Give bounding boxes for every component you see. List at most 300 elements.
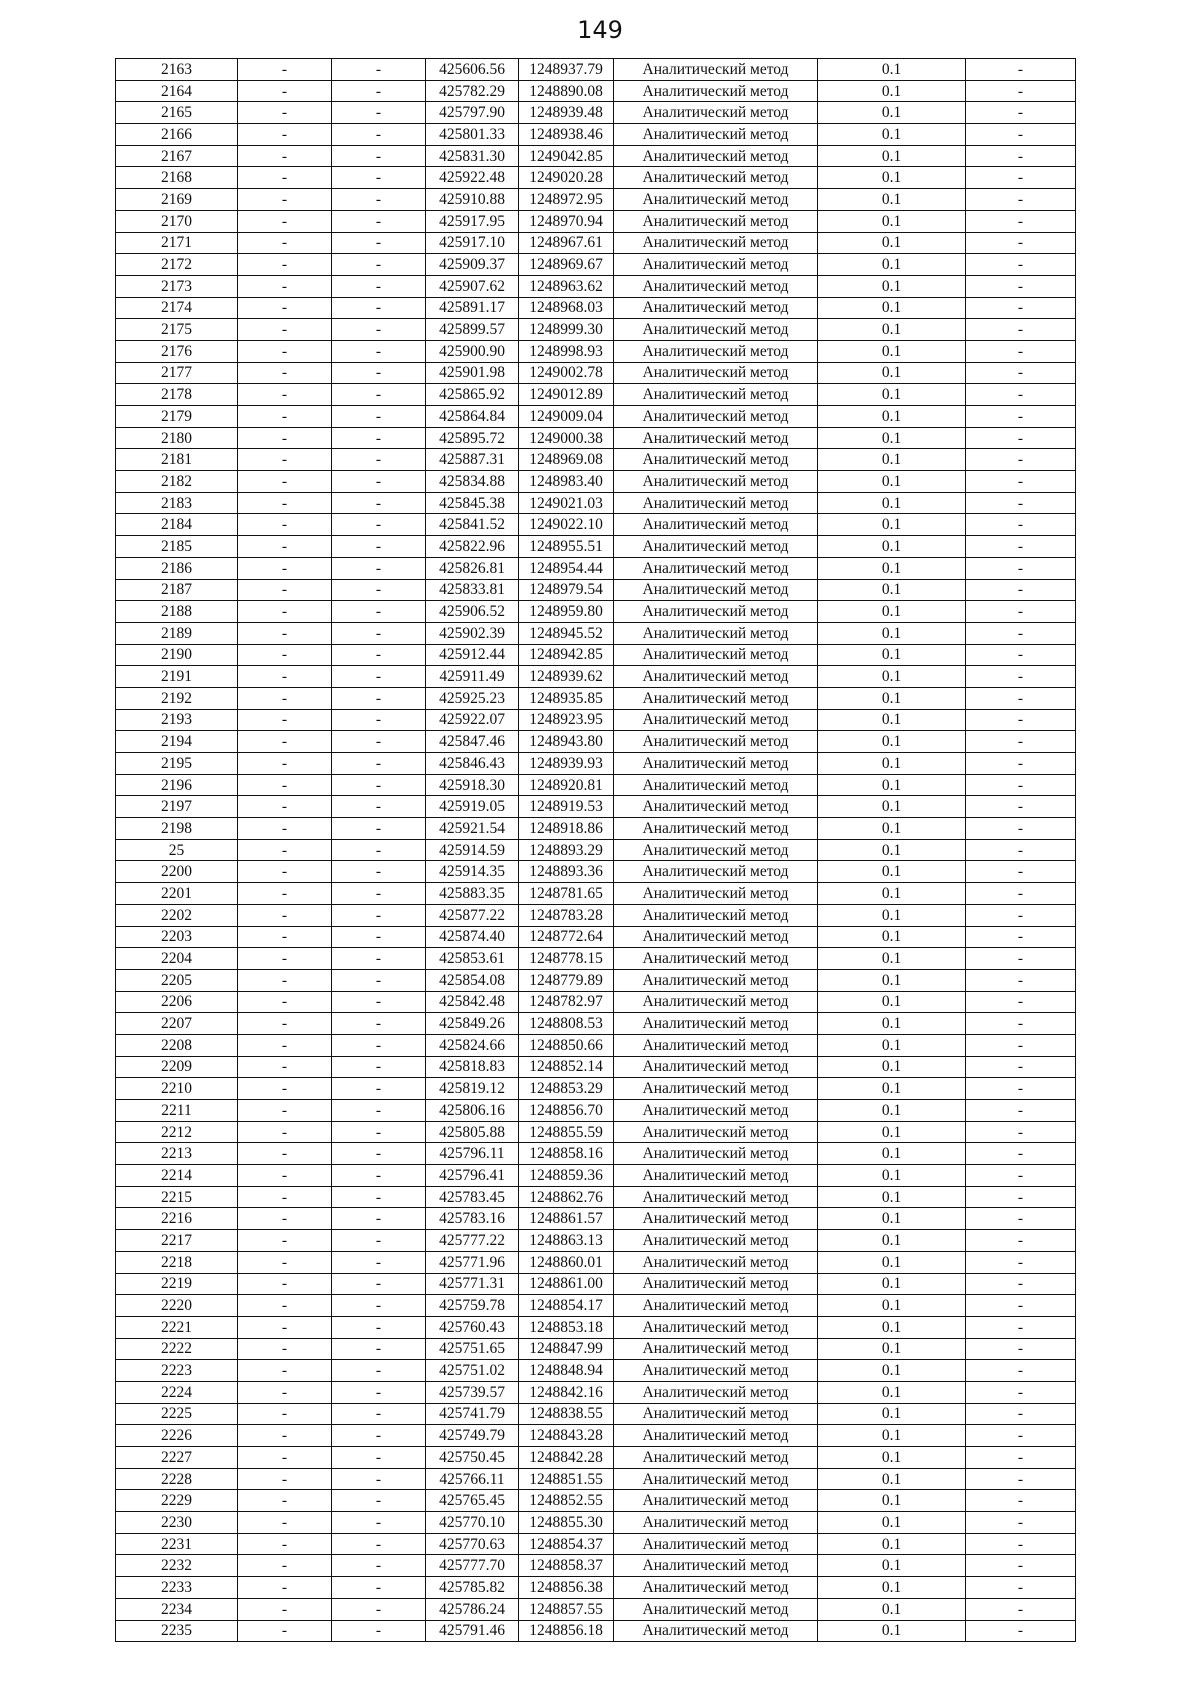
precision-cell: 0.1 xyxy=(818,492,966,514)
dash-cell: - xyxy=(966,991,1076,1013)
x-coordinate-cell: 425914.35 xyxy=(426,861,519,883)
dash-cell: - xyxy=(332,904,426,926)
x-coordinate-cell: 425902.39 xyxy=(426,622,519,644)
method-cell: Аналитический метод xyxy=(614,1360,818,1382)
y-coordinate-cell: 1248779.89 xyxy=(519,969,614,991)
method-cell: Аналитический метод xyxy=(614,1447,818,1469)
table-row xyxy=(116,579,1076,601)
precision-cell: 0.1 xyxy=(818,1230,966,1252)
dash-cell: - xyxy=(966,80,1076,102)
dash-cell: - xyxy=(966,536,1076,558)
y-coordinate-cell: 1248855.30 xyxy=(519,1512,614,1534)
precision-cell: 0.1 xyxy=(818,687,966,709)
method-cell: Аналитический метод xyxy=(614,471,818,493)
x-coordinate-cell: 425912.44 xyxy=(426,644,519,666)
x-coordinate-cell: 425739.57 xyxy=(426,1381,519,1403)
x-coordinate-cell: 425899.57 xyxy=(426,319,519,341)
y-coordinate-cell: 1249022.10 xyxy=(519,514,614,536)
y-coordinate-cell: 1248852.14 xyxy=(519,1056,614,1078)
method-cell: Аналитический метод xyxy=(614,1230,818,1252)
table-row xyxy=(116,904,1076,926)
point-number-cell: 2215 xyxy=(116,1186,238,1208)
point-number-cell: 2163 xyxy=(116,59,238,81)
dash-cell: - xyxy=(966,1056,1076,1078)
point-number-cell: 2178 xyxy=(116,384,238,406)
x-coordinate-cell: 425783.16 xyxy=(426,1208,519,1230)
method-cell: Аналитический метод xyxy=(614,1100,818,1122)
x-coordinate-cell: 425751.65 xyxy=(426,1338,519,1360)
x-coordinate-cell: 425801.33 xyxy=(426,124,519,146)
point-number-cell: 2212 xyxy=(116,1121,238,1143)
dash-cell: - xyxy=(332,145,426,167)
x-coordinate-cell: 425765.45 xyxy=(426,1490,519,1512)
table-row xyxy=(116,1316,1076,1338)
method-cell: Аналитический метод xyxy=(614,1165,818,1187)
point-number-cell: 2168 xyxy=(116,167,238,189)
precision-cell: 0.1 xyxy=(818,254,966,276)
method-cell: Аналитический метод xyxy=(614,59,818,81)
dash-cell: - xyxy=(238,1078,332,1100)
point-number-cell: 2195 xyxy=(116,753,238,775)
x-coordinate-cell: 425883.35 xyxy=(426,883,519,905)
method-cell: Аналитический метод xyxy=(614,536,818,558)
dash-cell: - xyxy=(966,1360,1076,1382)
method-cell: Аналитический метод xyxy=(614,1056,818,1078)
table-row xyxy=(116,926,1076,948)
table-row xyxy=(116,102,1076,124)
table-row xyxy=(116,427,1076,449)
dash-cell: - xyxy=(238,709,332,731)
precision-cell: 0.1 xyxy=(818,80,966,102)
method-cell: Аналитический метод xyxy=(614,1381,818,1403)
dash-cell: - xyxy=(966,796,1076,818)
dash-cell: - xyxy=(332,601,426,623)
y-coordinate-cell: 1248854.37 xyxy=(519,1533,614,1555)
dash-cell: - xyxy=(966,1121,1076,1143)
dash-cell: - xyxy=(238,275,332,297)
precision-cell: 0.1 xyxy=(818,1338,966,1360)
precision-cell: 0.1 xyxy=(818,1208,966,1230)
dash-cell: - xyxy=(966,883,1076,905)
precision-cell: 0.1 xyxy=(818,406,966,428)
y-coordinate-cell: 1248853.18 xyxy=(519,1316,614,1338)
table-row xyxy=(116,601,1076,623)
dash-cell: - xyxy=(238,687,332,709)
method-cell: Аналитический метод xyxy=(614,969,818,991)
dash-cell: - xyxy=(966,297,1076,319)
precision-cell: 0.1 xyxy=(818,1512,966,1534)
method-cell: Аналитический метод xyxy=(614,861,818,883)
dash-cell: - xyxy=(238,297,332,319)
method-cell: Аналитический метод xyxy=(614,124,818,146)
dash-cell: - xyxy=(238,644,332,666)
x-coordinate-cell: 425822.96 xyxy=(426,536,519,558)
dash-cell: - xyxy=(966,1273,1076,1295)
x-coordinate-cell: 425826.81 xyxy=(426,557,519,579)
precision-cell: 0.1 xyxy=(818,514,966,536)
precision-cell: 0.1 xyxy=(818,1034,966,1056)
point-number-cell: 2231 xyxy=(116,1533,238,1555)
method-cell: Аналитический метод xyxy=(614,904,818,926)
precision-cell: 0.1 xyxy=(818,145,966,167)
x-coordinate-cell: 425865.92 xyxy=(426,384,519,406)
point-number-cell: 2189 xyxy=(116,622,238,644)
precision-cell: 0.1 xyxy=(818,1143,966,1165)
method-cell: Аналитический метод xyxy=(614,1295,818,1317)
method-cell: Аналитический метод xyxy=(614,818,818,840)
precision-cell: 0.1 xyxy=(818,1316,966,1338)
x-coordinate-cell: 425917.10 xyxy=(426,232,519,254)
dash-cell: - xyxy=(332,124,426,146)
y-coordinate-cell: 1248918.86 xyxy=(519,818,614,840)
table-row xyxy=(116,189,1076,211)
precision-cell: 0.1 xyxy=(818,124,966,146)
dash-cell: - xyxy=(332,1186,426,1208)
table-row xyxy=(116,622,1076,644)
method-cell: Аналитический метод xyxy=(614,362,818,384)
point-number-cell: 2194 xyxy=(116,731,238,753)
dash-cell: - xyxy=(238,1403,332,1425)
dash-cell: - xyxy=(238,1143,332,1165)
dash-cell: - xyxy=(332,449,426,471)
dash-cell: - xyxy=(238,579,332,601)
dash-cell: - xyxy=(966,145,1076,167)
dash-cell: - xyxy=(966,59,1076,81)
method-cell: Аналитический метод xyxy=(614,1577,818,1599)
method-cell: Аналитический метод xyxy=(614,666,818,688)
dash-cell: - xyxy=(238,1555,332,1577)
dash-cell: - xyxy=(332,1468,426,1490)
y-coordinate-cell: 1248979.54 xyxy=(519,579,614,601)
point-number-cell: 2174 xyxy=(116,297,238,319)
x-coordinate-cell: 425777.70 xyxy=(426,1555,519,1577)
method-cell: Аналитический метод xyxy=(614,926,818,948)
precision-cell: 0.1 xyxy=(818,753,966,775)
table-row xyxy=(116,1447,1076,1469)
method-cell: Аналитический метод xyxy=(614,1598,818,1620)
dash-cell: - xyxy=(966,189,1076,211)
dash-cell: - xyxy=(966,340,1076,362)
y-coordinate-cell: 1248963.62 xyxy=(519,275,614,297)
point-number-cell: 2229 xyxy=(116,1490,238,1512)
precision-cell: 0.1 xyxy=(818,904,966,926)
precision-cell: 0.1 xyxy=(818,1425,966,1447)
dash-cell: - xyxy=(332,644,426,666)
precision-cell: 0.1 xyxy=(818,709,966,731)
precision-cell: 0.1 xyxy=(818,1121,966,1143)
point-number-cell: 2205 xyxy=(116,969,238,991)
dash-cell: - xyxy=(238,1186,332,1208)
table-row xyxy=(116,1013,1076,1035)
table-row xyxy=(116,319,1076,341)
table-row xyxy=(116,1555,1076,1577)
table-row xyxy=(116,492,1076,514)
dash-cell: - xyxy=(332,427,426,449)
x-coordinate-cell: 425750.45 xyxy=(426,1447,519,1469)
y-coordinate-cell: 1248808.53 xyxy=(519,1013,614,1035)
point-number-cell: 2175 xyxy=(116,319,238,341)
method-cell: Аналитический метод xyxy=(614,449,818,471)
precision-cell: 0.1 xyxy=(818,340,966,362)
table-row xyxy=(116,1533,1076,1555)
point-number-cell: 2169 xyxy=(116,189,238,211)
precision-cell: 0.1 xyxy=(818,1403,966,1425)
dash-cell: - xyxy=(966,1338,1076,1360)
precision-cell: 0.1 xyxy=(818,1555,966,1577)
dash-cell: - xyxy=(238,232,332,254)
dash-cell: - xyxy=(238,991,332,1013)
y-coordinate-cell: 1248856.18 xyxy=(519,1620,614,1642)
dash-cell: - xyxy=(332,969,426,991)
precision-cell: 0.1 xyxy=(818,1078,966,1100)
dash-cell: - xyxy=(966,319,1076,341)
dash-cell: - xyxy=(238,1208,332,1230)
x-coordinate-cell: 425770.63 xyxy=(426,1533,519,1555)
x-coordinate-cell: 425797.90 xyxy=(426,102,519,124)
precision-cell: 0.1 xyxy=(818,601,966,623)
x-coordinate-cell: 425846.43 xyxy=(426,753,519,775)
point-number-cell: 2209 xyxy=(116,1056,238,1078)
y-coordinate-cell: 1248998.93 xyxy=(519,340,614,362)
dash-cell: - xyxy=(238,666,332,688)
dash-cell: - xyxy=(332,1034,426,1056)
table-row xyxy=(116,1165,1076,1187)
y-coordinate-cell: 1248893.29 xyxy=(519,839,614,861)
dash-cell: - xyxy=(332,1577,426,1599)
point-number-cell: 2192 xyxy=(116,687,238,709)
precision-cell: 0.1 xyxy=(818,1533,966,1555)
table-row xyxy=(116,991,1076,1013)
x-coordinate-cell: 425819.12 xyxy=(426,1078,519,1100)
dash-cell: - xyxy=(238,189,332,211)
table-row xyxy=(116,687,1076,709)
point-number-cell: 2200 xyxy=(116,861,238,883)
dash-cell: - xyxy=(966,709,1076,731)
table-row xyxy=(116,145,1076,167)
point-number-cell: 2233 xyxy=(116,1577,238,1599)
precision-cell: 0.1 xyxy=(818,1468,966,1490)
y-coordinate-cell: 1248854.17 xyxy=(519,1295,614,1317)
table-row xyxy=(116,1186,1076,1208)
x-coordinate-cell: 425854.08 xyxy=(426,969,519,991)
point-number-cell: 2198 xyxy=(116,818,238,840)
table-row xyxy=(116,1056,1076,1078)
dash-cell: - xyxy=(966,492,1076,514)
point-number-cell: 2181 xyxy=(116,449,238,471)
method-cell: Аналитический метод xyxy=(614,210,818,232)
x-coordinate-cell: 425895.72 xyxy=(426,427,519,449)
dash-cell: - xyxy=(332,492,426,514)
table-row xyxy=(116,1273,1076,1295)
method-cell: Аналитический метод xyxy=(614,145,818,167)
y-coordinate-cell: 1248856.38 xyxy=(519,1577,614,1599)
table-row xyxy=(116,709,1076,731)
x-coordinate-cell: 425741.79 xyxy=(426,1403,519,1425)
point-number-cell: 2235 xyxy=(116,1620,238,1642)
y-coordinate-cell: 1248945.52 xyxy=(519,622,614,644)
dash-cell: - xyxy=(332,1273,426,1295)
dash-cell: - xyxy=(966,1208,1076,1230)
dash-cell: - xyxy=(238,210,332,232)
y-coordinate-cell: 1248919.53 xyxy=(519,796,614,818)
dash-cell: - xyxy=(238,145,332,167)
y-coordinate-cell: 1248862.76 xyxy=(519,1186,614,1208)
point-number-cell: 2203 xyxy=(116,926,238,948)
y-coordinate-cell: 1248861.00 xyxy=(519,1273,614,1295)
dash-cell: - xyxy=(332,991,426,1013)
dash-cell: - xyxy=(966,948,1076,970)
dash-cell: - xyxy=(332,796,426,818)
point-number-cell: 2226 xyxy=(116,1425,238,1447)
x-coordinate-cell: 425831.30 xyxy=(426,145,519,167)
method-cell: Аналитический метод xyxy=(614,102,818,124)
point-number-cell: 2167 xyxy=(116,145,238,167)
dash-cell: - xyxy=(332,1381,426,1403)
x-coordinate-cell: 425842.48 xyxy=(426,991,519,1013)
precision-cell: 0.1 xyxy=(818,1295,966,1317)
x-coordinate-cell: 425910.88 xyxy=(426,189,519,211)
dash-cell: - xyxy=(332,687,426,709)
dash-cell: - xyxy=(332,839,426,861)
point-number-cell: 2180 xyxy=(116,427,238,449)
table-row xyxy=(116,861,1076,883)
method-cell: Аналитический метод xyxy=(614,731,818,753)
dash-cell: - xyxy=(332,514,426,536)
x-coordinate-cell: 425766.11 xyxy=(426,1468,519,1490)
point-number-cell: 2204 xyxy=(116,948,238,970)
method-cell: Аналитический метод xyxy=(614,319,818,341)
point-number-cell: 2221 xyxy=(116,1316,238,1338)
x-coordinate-cell: 425907.62 xyxy=(426,275,519,297)
y-coordinate-cell: 1248969.08 xyxy=(519,449,614,471)
table-row xyxy=(116,124,1076,146)
dash-cell: - xyxy=(332,731,426,753)
dash-cell: - xyxy=(238,1273,332,1295)
dash-cell: - xyxy=(238,340,332,362)
dash-cell: - xyxy=(966,275,1076,297)
table-row xyxy=(116,818,1076,840)
x-coordinate-cell: 425922.48 xyxy=(426,167,519,189)
y-coordinate-cell: 1248970.94 xyxy=(519,210,614,232)
method-cell: Аналитический метод xyxy=(614,384,818,406)
x-coordinate-cell: 425853.61 xyxy=(426,948,519,970)
x-coordinate-cell: 425771.96 xyxy=(426,1251,519,1273)
table-row xyxy=(116,384,1076,406)
dash-cell: - xyxy=(966,449,1076,471)
precision-cell: 0.1 xyxy=(818,861,966,883)
precision-cell: 0.1 xyxy=(818,579,966,601)
x-coordinate-cell: 425906.52 xyxy=(426,601,519,623)
table-row xyxy=(116,1208,1076,1230)
table-row xyxy=(116,753,1076,775)
method-cell: Аналитический метод xyxy=(614,1316,818,1338)
y-coordinate-cell: 1249012.89 xyxy=(519,384,614,406)
y-coordinate-cell: 1248782.97 xyxy=(519,991,614,1013)
precision-cell: 0.1 xyxy=(818,622,966,644)
y-coordinate-cell: 1248772.64 xyxy=(519,926,614,948)
table-row xyxy=(116,796,1076,818)
y-coordinate-cell: 1248842.28 xyxy=(519,1447,614,1469)
dash-cell: - xyxy=(332,210,426,232)
dash-cell: - xyxy=(966,1403,1076,1425)
point-number-cell: 2230 xyxy=(116,1512,238,1534)
y-coordinate-cell: 1248853.29 xyxy=(519,1078,614,1100)
dash-cell: - xyxy=(966,601,1076,623)
x-coordinate-cell: 425833.81 xyxy=(426,579,519,601)
dash-cell: - xyxy=(238,1165,332,1187)
precision-cell: 0.1 xyxy=(818,59,966,81)
precision-cell: 0.1 xyxy=(818,275,966,297)
method-cell: Аналитический метод xyxy=(614,167,818,189)
method-cell: Аналитический метод xyxy=(614,1251,818,1273)
dash-cell: - xyxy=(332,362,426,384)
dash-cell: - xyxy=(238,1360,332,1382)
point-number-cell: 2187 xyxy=(116,579,238,601)
x-coordinate-cell: 425874.40 xyxy=(426,926,519,948)
method-cell: Аналитический метод xyxy=(614,1425,818,1447)
point-number-cell: 2220 xyxy=(116,1295,238,1317)
dash-cell: - xyxy=(238,1100,332,1122)
dash-cell: - xyxy=(238,536,332,558)
dash-cell: - xyxy=(238,1034,332,1056)
dash-cell: - xyxy=(332,254,426,276)
table-row xyxy=(116,254,1076,276)
dash-cell: - xyxy=(238,557,332,579)
x-coordinate-cell: 425796.11 xyxy=(426,1143,519,1165)
dash-cell: - xyxy=(966,1468,1076,1490)
point-number-cell: 2210 xyxy=(116,1078,238,1100)
x-coordinate-cell: 425925.23 xyxy=(426,687,519,709)
dash-cell: - xyxy=(332,319,426,341)
precision-cell: 0.1 xyxy=(818,362,966,384)
dash-cell: - xyxy=(966,1251,1076,1273)
dash-cell: - xyxy=(238,861,332,883)
table-row xyxy=(116,1403,1076,1425)
dash-cell: - xyxy=(332,1100,426,1122)
method-cell: Аналитический метод xyxy=(614,1273,818,1295)
dash-cell: - xyxy=(332,1208,426,1230)
table-row xyxy=(116,1598,1076,1620)
y-coordinate-cell: 1249000.38 xyxy=(519,427,614,449)
point-number-cell: 2164 xyxy=(116,80,238,102)
x-coordinate-cell: 425606.56 xyxy=(426,59,519,81)
precision-cell: 0.1 xyxy=(818,1490,966,1512)
precision-cell: 0.1 xyxy=(818,1447,966,1469)
dash-cell: - xyxy=(966,1381,1076,1403)
coordinates-table xyxy=(115,58,1076,1642)
precision-cell: 0.1 xyxy=(818,926,966,948)
y-coordinate-cell: 1248939.62 xyxy=(519,666,614,688)
x-coordinate-cell: 425845.38 xyxy=(426,492,519,514)
dash-cell: - xyxy=(238,254,332,276)
x-coordinate-cell: 425770.10 xyxy=(426,1512,519,1534)
dash-cell: - xyxy=(332,1013,426,1035)
y-coordinate-cell: 1248861.57 xyxy=(519,1208,614,1230)
table-row xyxy=(116,1620,1076,1642)
table-row xyxy=(116,275,1076,297)
x-coordinate-cell: 425749.79 xyxy=(426,1425,519,1447)
y-coordinate-cell: 1249009.04 xyxy=(519,406,614,428)
dash-cell: - xyxy=(238,384,332,406)
dash-cell: - xyxy=(332,557,426,579)
table-row xyxy=(116,232,1076,254)
x-coordinate-cell: 425918.30 xyxy=(426,774,519,796)
y-coordinate-cell: 1248856.70 xyxy=(519,1100,614,1122)
table-row xyxy=(116,883,1076,905)
dash-cell: - xyxy=(332,1316,426,1338)
point-number-cell: 2224 xyxy=(116,1381,238,1403)
x-coordinate-cell: 425796.41 xyxy=(426,1165,519,1187)
